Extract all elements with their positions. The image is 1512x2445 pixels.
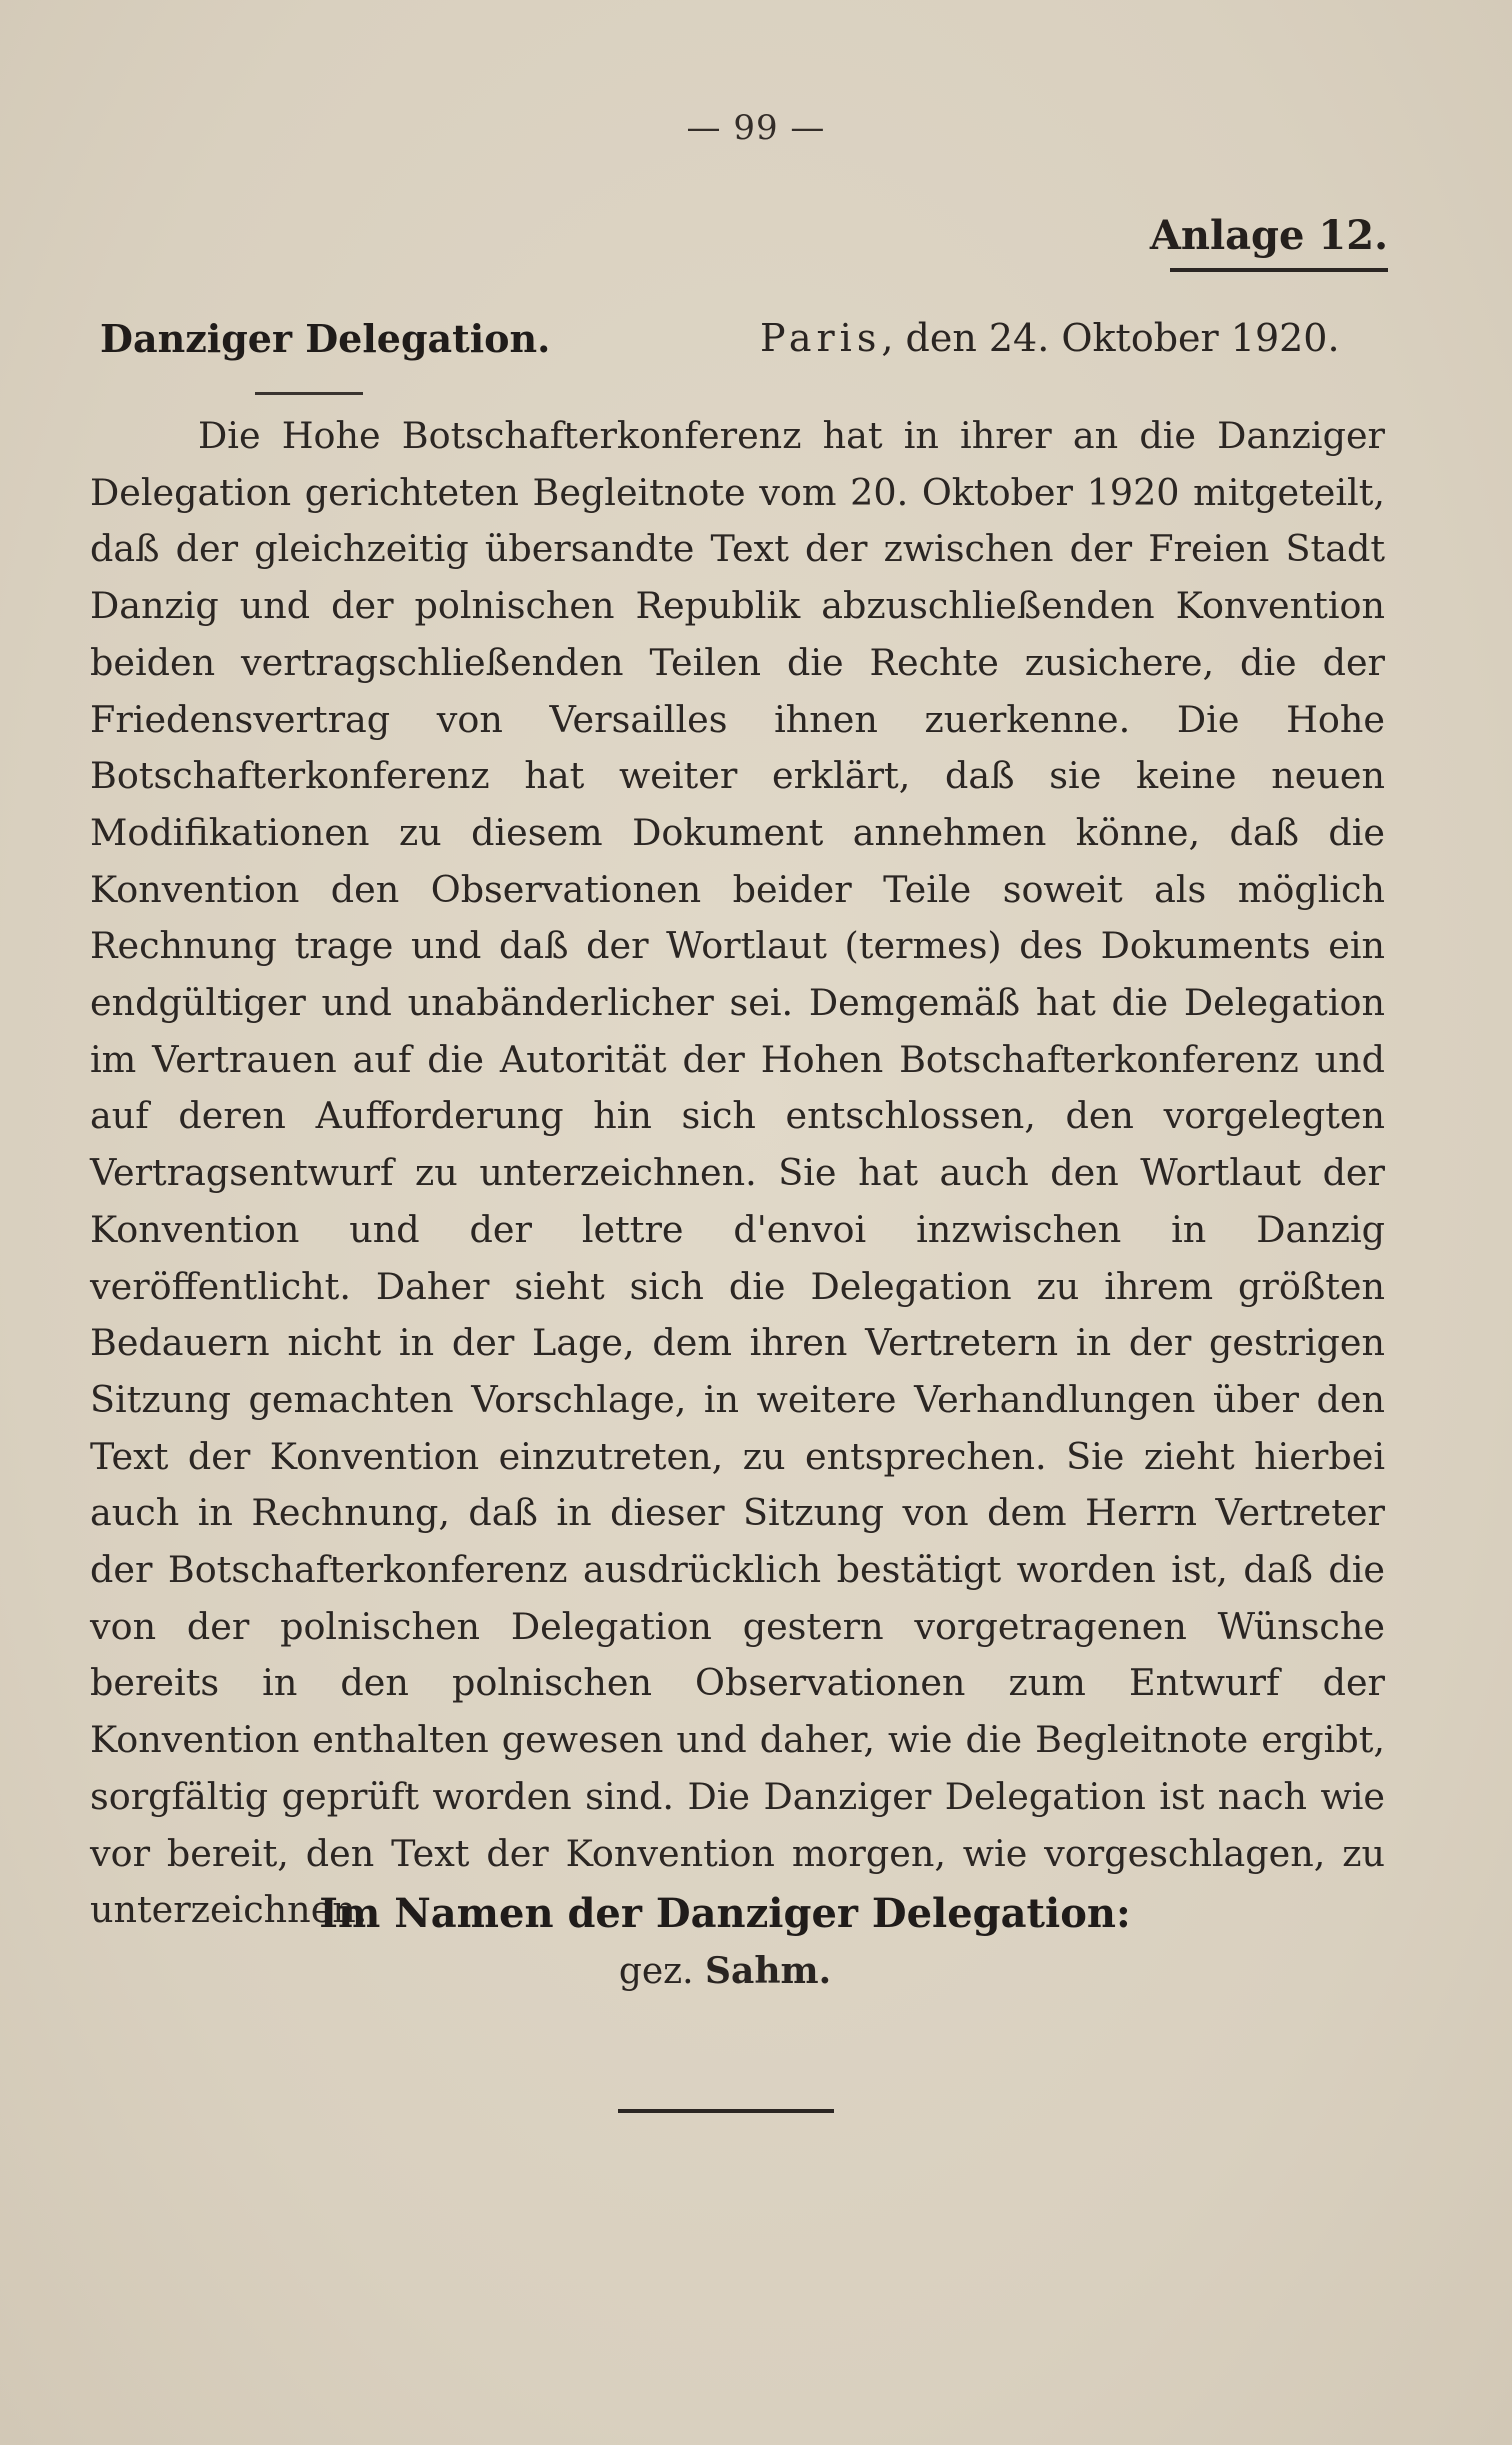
signature-prefix: gez. [618, 1951, 694, 1992]
signer-name: Sahm. [705, 1950, 832, 1992]
annex-label: Anlage 12. [1149, 212, 1388, 259]
place-name: Paris [760, 316, 882, 360]
signature-line [0, 1950, 1450, 1992]
letter-body: Die Hohe Botschafterkonferenz hat in ihrer an die Danziger Delegation gerichteten Begleitnote vom 20. Oktober 1920 mitgeteilt, daß der gleichzeitig übersandte Text der zwischen der Freien Stadt Danzig und der polnischen Republik abzuschließenden Konvention beiden vertragschließenden Teilen die Rechte zusichere, die der Friedensvertrag von Versailles ihnen zuerkenne. Die Hohe Botschafterkonferenz hat weiter erklärt, daß sie keine neuen Modifikationen zu diesem Dokument annehmen könne, daß die Konvention den Observationen beider Teile soweit als möglich Rechnung trage und daß der Wortlaut (termes) des Dokuments ein endgültiger und unabänderlicher sei. Demgemäß hat die Delegation im Vertrauen auf die Autorität der Hohen Botschafterkonferenz und auf deren Aufforderung hin sich entschlossen, den vorgelegten Vertragsentwurf zu unterzeichnen. Sie hat auch den Wortlaut der Konvention und der lettre d'envoi inzwischen in Danzig veröffentlicht. Daher sieht sich die Delegation zu ihrem größten Bedauern nicht in der Lage, dem ihren Vertretern in der gestrigen Sitzung gemachten Vorschlage, in weitere Verhandlungen über den Text der Konvention einzutreten, zu entsprechen. Sie zieht hierbei auch in Rechnung, daß in dieser Sitzung von dem Herrn Vertreter der Botschafterkonferenz ausdrücklich bestätigt worden ist, daß die von der polnischen Delegation gestern vorgetragenen Wünsche bereits in den polnischen Observationen zum Entwurf der Konvention enthalten gewesen und daher, wie die Begleitnote ergibt, sorgfältig geprüft worden sind. Die Danziger Delegation ist nach wie vor bereit, den Text der Konvention morgen, wie vorgeschlagen, zu unterzeichnen. [90, 414, 1385, 1932]
heading-divider [255, 392, 363, 395]
place-date-line [760, 316, 1340, 360]
sender-heading: Danziger Delegation. [100, 316, 551, 361]
closing-formula: Im Namen der Danziger Delegation: [319, 1890, 1131, 1937]
end-divider [618, 2109, 834, 2113]
page-number: — 99 — [686, 108, 826, 148]
letter-date: , den 24. Oktober 1920. [881, 316, 1340, 360]
annex-underline [1170, 268, 1388, 272]
